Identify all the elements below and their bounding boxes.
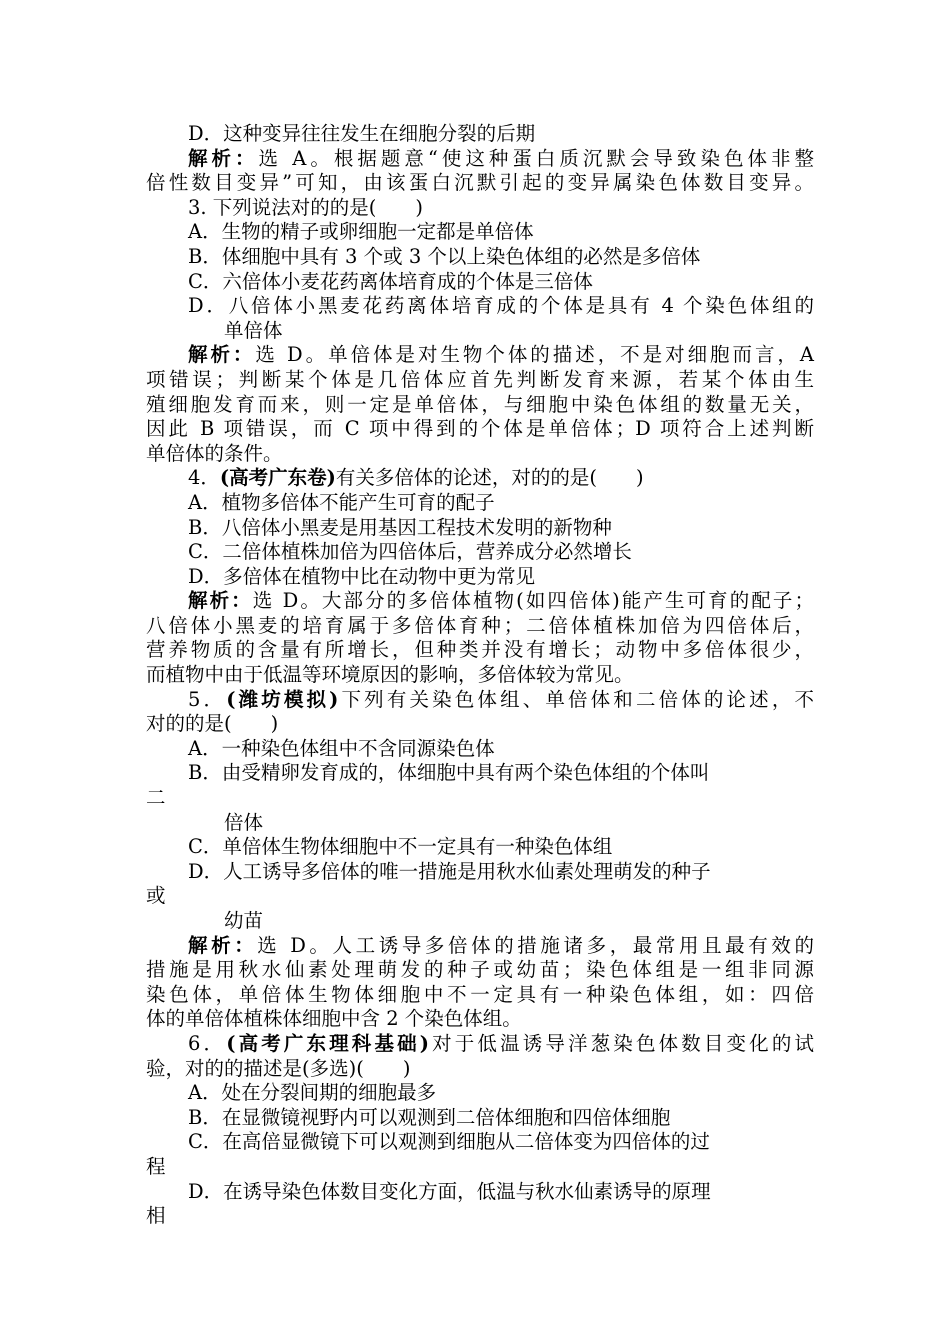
- q3-option-c: C．六倍体小麦花药离体培育成的个体是三倍体: [188, 269, 593, 293]
- q6-option-c-wrap: 程: [146, 1154, 166, 1178]
- q6-option-b: B．在显微镜视野内可以观测到二倍体细胞和四倍体细胞: [188, 1105, 671, 1129]
- q4-analysis-line: 八倍体小黑麦的培育属于多倍体育种；二倍体植株加倍为四倍体后，: [146, 613, 814, 637]
- q5-analysis-line: 体的单倍体植株体细胞中含 2 个染色体组。: [146, 1007, 522, 1031]
- q5-analysis-line: 染色体，单倍体生物体细胞中不一定具有一种染色体组，如：四倍: [146, 982, 814, 1006]
- question-source: (高考广东理科基础): [226, 1031, 429, 1055]
- q5-option-b: B．由受精卵发育成的，体细胞中具有两个染色体组的个体叫: [188, 761, 710, 785]
- q6-option-d-wrap: 相: [146, 1204, 166, 1228]
- q5-stem: 5．(潍坊模拟)下列有关染色体组、单倍体和二倍体的论述，不: [188, 687, 814, 711]
- q5-analysis-line: 措施是用秋水仙素处理萌发的种子或幼苗；染色体组是一组非同源: [146, 958, 814, 982]
- q5-analysis-line: 解析：选 D。人工诱导多倍体的措施诸多，最常用且最有效的: [188, 933, 814, 957]
- q5-option-b-cont: 倍体: [224, 810, 264, 834]
- q3-analysis-line: 殖细胞发育而来，则一定是单倍体，与细胞中染色体组的数量无关，: [146, 392, 814, 416]
- q3-option-b: B．体细胞中具有 3 个或 3 个以上染色体组的必然是多倍体: [188, 244, 701, 268]
- question-source: (高考广东卷): [219, 466, 336, 490]
- q3-analysis-line: 因此 B 项错误，而 C 项中得到的个体是单倍体；D 项符合上述判断: [146, 417, 814, 441]
- q6-option-c: C．在高倍显微镜下可以观测到细胞从二倍体变为四倍体的过: [188, 1130, 710, 1154]
- analysis-label: 解析：: [188, 933, 258, 957]
- q3-analysis-line: 解析：选 D。单倍体是对生物个体的描述，不是对细胞而言，A: [188, 343, 814, 367]
- q4-analysis-line: 解析：选 D。大部分的多倍体植物(如四倍体)能产生可育的配子；: [188, 589, 814, 613]
- q3-stem: 3. 下列说法对的的是( ): [188, 195, 424, 219]
- q6-stem-cont: 验，对的的描述是(多选)( ): [146, 1056, 411, 1080]
- q5-option-d-cont: 幼苗: [224, 909, 264, 932]
- q6-option-a: A．处在分裂间期的细胞最多: [188, 1081, 437, 1105]
- q5-stem-cont: 对的的是( ): [146, 712, 279, 736]
- document-page: [146, 122, 814, 1229]
- q4-stem: 4．(高考广东卷)有关多倍体的论述，对的的是( ): [188, 466, 644, 490]
- analysis-label: 解析：: [188, 343, 256, 367]
- q6-stem: 6．(高考广东理科基础)对于低温诱导洋葱染色体数目变化的试: [188, 1031, 814, 1055]
- q4-analysis-line: 营养物质的含量有所增长，但种类并没有增长；动物中多倍体很少，: [146, 638, 814, 662]
- q3-analysis-line: 单倍体的条件。: [146, 441, 283, 465]
- q3-analysis-line: 项错误；判断某个体是几倍体应首先判断发育来源，若某个体由生: [146, 367, 814, 391]
- analysis-label: 解析：: [188, 146, 259, 170]
- q4-analysis-line: 而植物中由于低温等环境原因的影响，多倍体较为常见。: [146, 663, 634, 687]
- q3-option-d-cont: 单倍体: [224, 318, 283, 342]
- q4-option-c: C．二倍体植株加倍为四倍体后，营养成分必然增长: [188, 540, 632, 564]
- q2-analysis-line: 解析：选 A。根据题意“使这种蛋白质沉默会导致染色体非整: [188, 146, 814, 170]
- q5-option-b-wrap: 二: [146, 786, 166, 810]
- q5-option-d-wrap: 或: [146, 884, 166, 908]
- q5-option-d: D．人工诱导多倍体的唯一措施是用秋水仙素处理萌发的种子: [188, 859, 711, 883]
- q5-option-c: C．单倍体生物体细胞中不一定具有一种染色体组: [188, 835, 613, 859]
- q4-option-a: A．植物多倍体不能产生可育的配子: [188, 490, 495, 514]
- q4-option-d: D．多倍体在植物中比在动物中更为常见: [188, 564, 536, 588]
- question-source: (潍坊模拟): [226, 687, 339, 711]
- q5-option-a: A．一种染色体组中不含同源染色体: [188, 736, 495, 760]
- q2-analysis-line: 倍性数目变异”可知，由该蛋白沉默引起的变异属染色体数目变异。: [146, 171, 814, 195]
- analysis-label: 解析：: [188, 589, 253, 613]
- q6-option-d: D．在诱导染色体数目变化方面，低温与秋水仙素诱导的原理: [188, 1179, 711, 1203]
- q2-option-d: D．这种变异往往发生在细胞分裂的后期: [188, 122, 536, 145]
- q3-option-d: D．八倍体小黑麦花药离体培育成的个体是具有 4 个染色体组的: [188, 294, 814, 318]
- q4-option-b: B．八倍体小黑麦是用基因工程技术发明的新物种: [188, 515, 612, 539]
- q3-option-a: A．生物的精子或卵细胞一定都是单倍体: [188, 220, 534, 244]
